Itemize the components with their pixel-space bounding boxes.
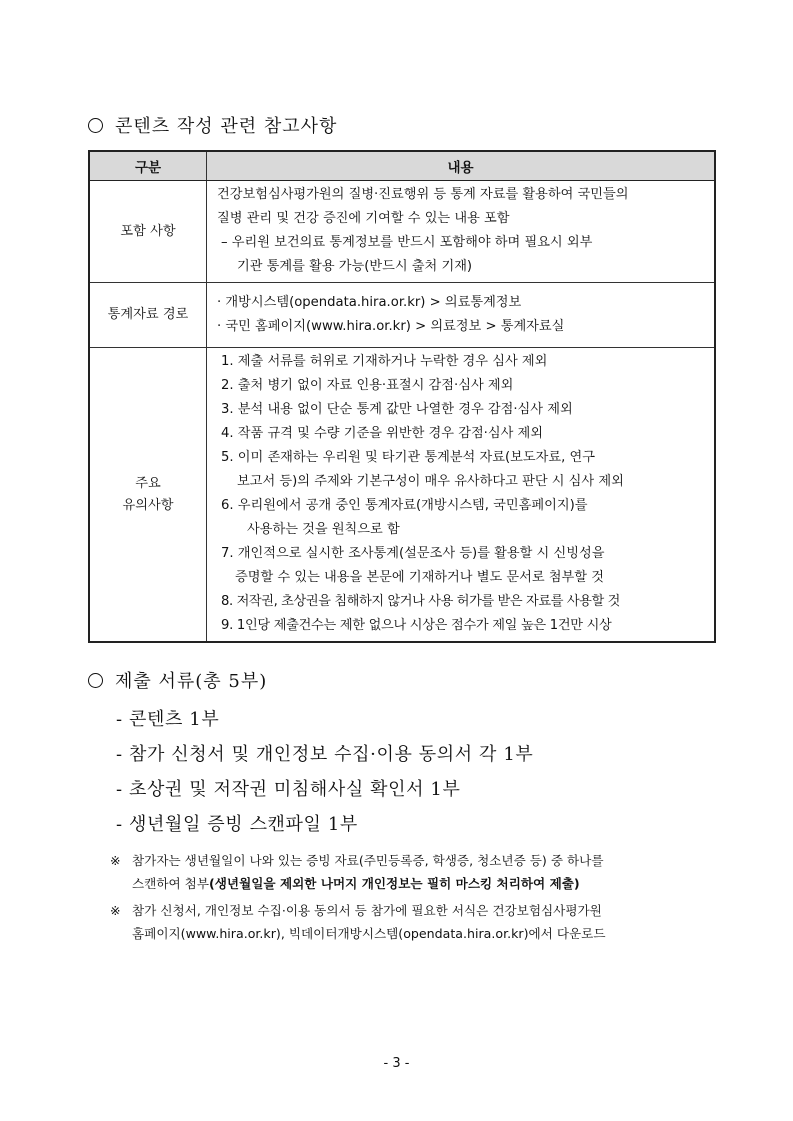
- content-line: 3. 분석 내용 없이 단순 통계 값만 나열한 경우 감점·심사 제외: [221, 402, 573, 417]
- row-content-data-path: [207, 283, 716, 348]
- section-1-title: [88, 112, 337, 138]
- note-1-line2: [110, 872, 604, 895]
- content-line: · 개방시스템(opendata.hira.or.kr) > 의료통계정보: [217, 295, 522, 310]
- content-line: 질병 관리 및 건강 증진에 기여할 수 있는 내용 포함: [217, 211, 510, 226]
- note-text: 참가자는 생년월일이 나와 있는 증빙 자료(주민등록증, 학생증, 청소년증 등) 중 하나를: [132, 853, 604, 868]
- content-line: – 우리원 보건의료 통계정보를 반드시 포함해야 하며 필요시 외부: [221, 235, 593, 250]
- reference-mark-icon: ※: [110, 853, 121, 868]
- section-1-title-text: 콘텐츠 작성 관련 참고사항: [115, 116, 338, 137]
- page-number: - 3 -: [383, 1056, 410, 1071]
- row-content-inclusion: [207, 181, 716, 283]
- row-content-notes: [207, 348, 716, 643]
- note-text: 홈페이지(www.hira.or.kr), 빅데이터개방시스템(opendata.hira.or.kr)에서 다운로드: [132, 926, 606, 941]
- note-2-line1: [110, 899, 606, 922]
- note-1-line1: [110, 849, 604, 872]
- list-item: - 콘텐츠 1부: [116, 709, 220, 730]
- list-item: - 생년월일 증빙 스캔파일 1부: [116, 814, 358, 835]
- row-label-data-path: 통계자료 경로: [89, 283, 207, 348]
- section-2-title-text: 제출 서류(총 5부): [115, 671, 268, 692]
- content-line: · 국민 홈페이지(www.hira.or.kr) > 의료정보 > 통계자료실: [217, 319, 565, 334]
- content-line: 건강보험심사평가원의 질병·진료행위 등 통계 자료를 활용하여 국민들의: [217, 187, 629, 202]
- reference-mark-icon: ※: [110, 903, 121, 918]
- list-item: - 초상권 및 저작권 미침해사실 확인서 1부: [116, 779, 461, 800]
- note-2-line2: [110, 922, 606, 945]
- content-line: 보고서 등)의 주제와 기본구성이 매우 유사하다고 판단 시 심사 제외: [237, 474, 624, 489]
- content-line: 9. 1인당 제출건수는 제한 없으나 시상은 점수가 제일 높은 1건만 시상: [221, 618, 612, 633]
- circle-bullet-icon: [88, 118, 103, 133]
- header-content: 내용: [207, 151, 716, 181]
- row-label-notes-line1: 주요: [135, 475, 161, 491]
- note-text: 스캔하여 첨부: [132, 876, 209, 891]
- row-label-notes-line2: 유의사항: [122, 497, 174, 513]
- content-line: 7. 개인적으로 실시한 조사통계(설문조사 등)를 활용할 시 신빙성을: [221, 546, 605, 561]
- content-line: 5. 이미 존재하는 우리원 및 타기관 통계분석 자료(보도자료, 연구: [221, 450, 595, 465]
- reference-table: [88, 150, 716, 643]
- content-line: 증명할 수 있는 내용을 본문에 기재하거나 별도 문서로 첨부할 것: [235, 570, 604, 585]
- row-label-notes: [89, 348, 207, 643]
- content-line: 2. 출처 병기 없이 자료 인용·표절시 감점·심사 제외: [221, 378, 514, 393]
- content-line: 사용하는 것을 원칙으로 함: [247, 522, 400, 537]
- content-line: 8. 저작권, 초상권을 침해하지 않거나 사용 허가를 받은 자료를 사용할 것: [221, 594, 620, 609]
- circle-bullet-icon: [88, 673, 103, 688]
- list-item: - 참가 신청서 및 개인정보 수집·이용 동의서 각 1부: [116, 744, 534, 765]
- table-row-data-path: [89, 283, 715, 348]
- content-line: 기관 통계를 활용 가능(반드시 출처 기재): [237, 259, 473, 274]
- note-text: 참가 신청서, 개인정보 수집·이용 동의서 등 참가에 필요한 서식은 건강보험심사평가원: [132, 903, 602, 918]
- note-2: [110, 899, 606, 945]
- note-emphasis: (생년월일을 제외한 나머지 개인정보는 필히 마스킹 처리하여 제출): [209, 876, 580, 891]
- row-label-inclusion: 포함 사항: [89, 181, 207, 283]
- table-row-inclusion: [89, 181, 715, 283]
- content-line: 6. 우리원에서 공개 중인 통계자료(개방시스템, 국민홈페이지)를: [221, 498, 588, 513]
- content-line: 4. 작품 규격 및 수량 기준을 위반한 경우 감점·심사 제외: [221, 426, 544, 441]
- section-2-title: [88, 667, 267, 693]
- table-row-notes: [89, 348, 715, 643]
- header-category: 구분: [89, 151, 207, 181]
- content-line: 1. 제출 서류를 허위로 기재하거나 누락한 경우 심사 제외: [221, 354, 548, 369]
- note-1: [110, 849, 604, 895]
- table-header-row: [89, 151, 715, 181]
